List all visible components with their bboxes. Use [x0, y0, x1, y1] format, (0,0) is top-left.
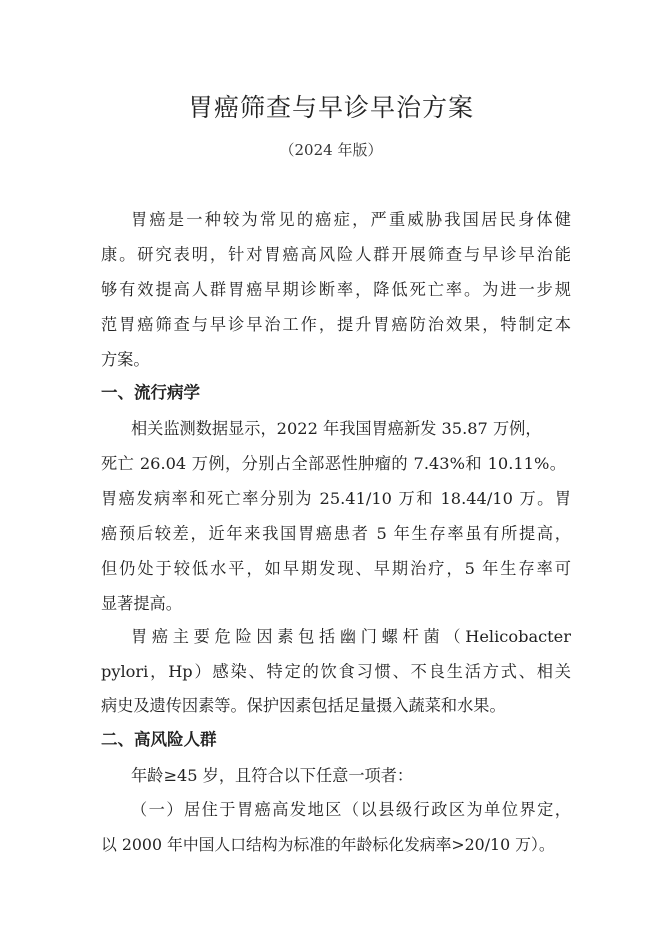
paragraph-line: 显著提高。 [101, 594, 182, 613]
section-heading: 二、高风险人群 [101, 730, 217, 749]
paragraph-line: 癌预后较差，近年来我国胃癌患者 5 年生存率虽有所提高， [101, 524, 571, 543]
paragraph-line: pylori，Hp）感染、特定的饮食习惯、不良生活方式、相关 [101, 662, 571, 681]
paragraph-line: 以 2000 年中国人口结构为标准的年龄标化发病率>20/10 万）。 [101, 835, 555, 854]
section-heading: 一、流行病学 [101, 383, 200, 402]
intro-line: 够有效提高人群胃癌早期诊断率，降低死亡率。为进一步规 [101, 280, 571, 299]
paragraph-line: 病史及遗传因素等。保护因素包括足量摄入蔬菜和水果。 [101, 696, 506, 715]
paragraph-line: 相关监测数据显示，2022 年我国胃癌新发 35.87 万例， [131, 419, 542, 438]
paragraph-line: 但仍处于较低水平，如早期发现、早期治疗，5 年生存率可 [101, 559, 571, 578]
paragraph-line: 胃癌主要危险因素包括幽门螺杆菌（Helicobacter [131, 627, 571, 646]
intro-line: 范胃癌筛查与早诊早治工作，提升胃癌防治效果，特制定本 [101, 315, 571, 334]
paragraph-line: 年龄≥45 岁，且符合以下任意一项者： [131, 766, 414, 785]
document-subtitle: （2024 年版） [279, 141, 383, 159]
intro-line: 方案。 [101, 350, 150, 369]
paragraph-line: 死亡 26.04 万例，分别占全部恶性肿瘤的 7.43%和 10.11%。 [101, 454, 566, 473]
document-title: 胃癌筛查与早诊早治方案 [187, 93, 474, 122]
intro-line: 康。研究表明，针对胃癌高风险人群开展筛查与早诊早治能 [101, 245, 571, 264]
intro-line: 胃癌是一种较为常见的癌症，严重威胁我国居民身体健 [131, 210, 571, 229]
paragraph-line: 胃癌发病率和死亡率分别为 25.41/10 万和 18.44/10 万。胃 [101, 489, 571, 508]
paragraph-line: （一）居住于胃癌高发地区（以县级行政区为单位界定， [131, 800, 571, 819]
